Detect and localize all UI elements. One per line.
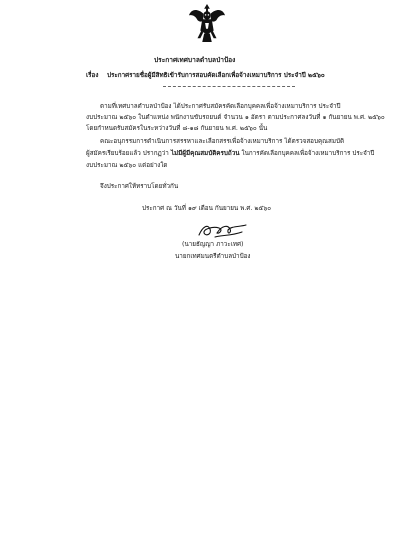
paragraph-2-line-3: งบประมาณ ๒๕๖๐ แต่อย่างใด: [86, 162, 168, 169]
signer-name: (นายธัญญา ภาวะเทศ): [182, 241, 244, 248]
subject-label: เรื่อง: [86, 72, 99, 79]
paragraph-2-text-b: ในการคัดเลือกบุคคลเพื่อจ้างเหมาบริการ ประจำปี: [239, 150, 375, 157]
paragraph-2-line-1: คณะอนุกรรมการดำเนินการสรรหาและเลือกสรรเพื่อจ้างเหมาบริการ ได้ตรวจสอบคุณสมบัติ: [100, 138, 345, 145]
paragraph-2-emphasis: ไม่มีผู้มีคุณสมบัติครบถ้วน: [170, 150, 240, 157]
paragraph-2-text-a: ผู้สมัครเรียบร้อยแล้ว ปรากฏว่า: [86, 150, 171, 157]
subject-text: ประกาศรายชื่อผู้มีสิทธิเข้ารับการสอบคัดเลือกเพื่อจ้างเหมาบริการ ประจำปี ๒๕๖๐: [107, 72, 325, 79]
title-divider: [163, 86, 295, 87]
paragraph-1-line-2: งบประมาณ ๒๕๖๐ ในตำแหน่ง พนักงานขับรถยนต์ จำนวน ๑ อัตรา ตามประกาศลงวันที่ ๑ กันยายน พ.ศ. ๒๕๖๐: [86, 114, 385, 121]
garuda-emblem-icon: [188, 2, 226, 44]
paragraph-1-line-1: ตามที่เทศบาลตำบลป่าป้อง ได้ประกาศรับสมัครคัดเลือกบุคคลเพื่อจ้างเหมาบริการ ประจำปี: [100, 103, 341, 110]
paragraph-1-line-3: โดยกำหนดรับสมัครในระหว่างวันที่ ๘-๑๘ กันยายน พ.ศ. ๒๕๖๐ นั้น: [86, 125, 268, 132]
signer-position: นายกเทศมนตรีตำบลป่าป้อง: [175, 253, 251, 260]
date-line: ประกาศ ณ วันที่ ๑๙ เดือน กันยายน พ.ศ. ๒๕๖๐: [142, 205, 272, 212]
handwritten-signature: [195, 220, 250, 242]
closing-line: จึงประกาศให้ทราบโดยทั่วกัน: [100, 183, 179, 190]
document-title: ประกาศเทศบาลตำบลป่าป้อง: [154, 56, 236, 64]
paragraph-2-line-2: [86, 150, 374, 158]
